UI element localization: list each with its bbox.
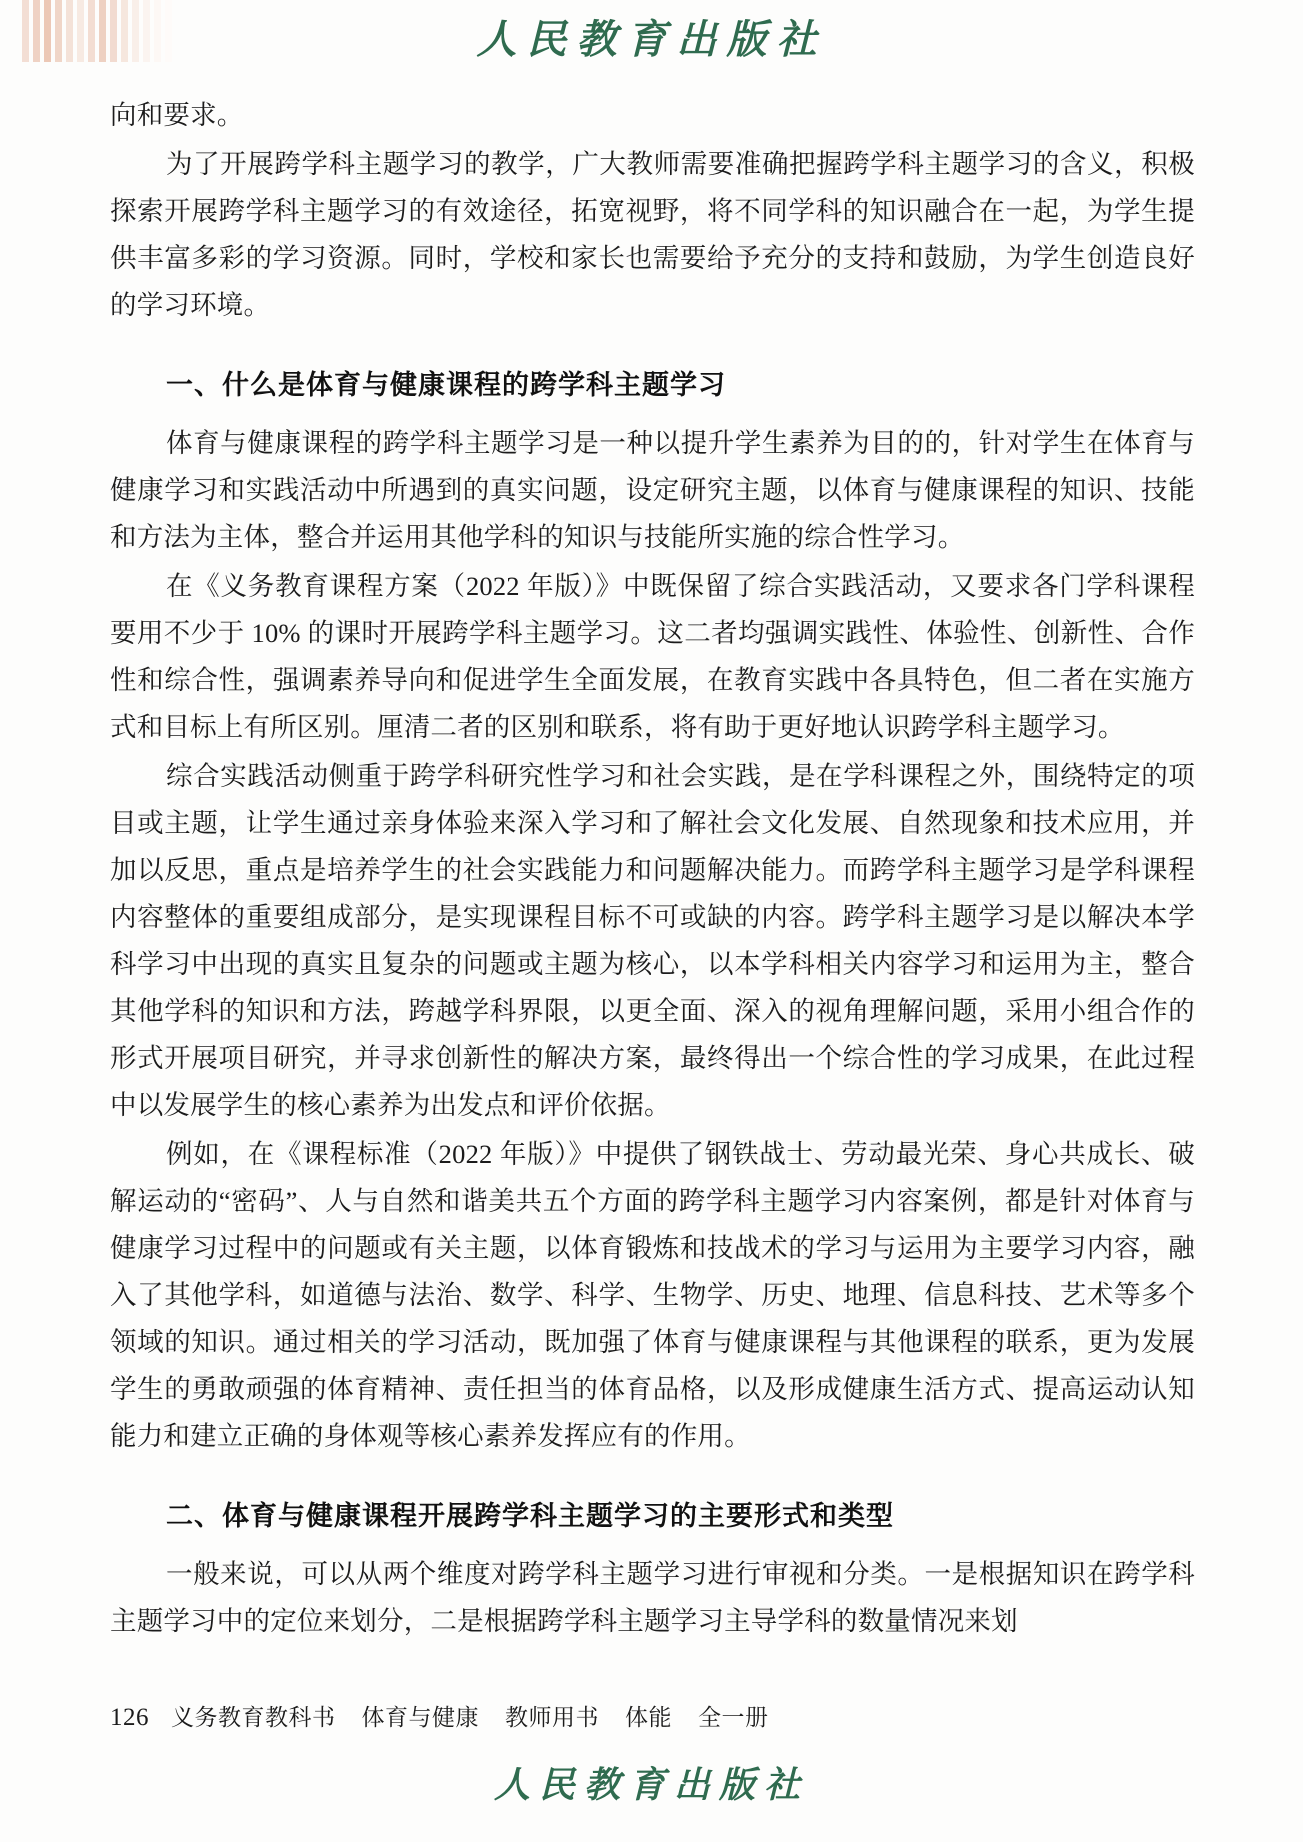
- publisher-logo-bottom: 人民教育出版社: [493, 1765, 809, 1805]
- paragraph-5: 例如，在《课程标准（2022 年版）》中提供了钢铁战士、劳动最光荣、身心共成长、破解运动的“密码”、人与自然和谐美共五个方面的跨学科主题学习内容案例，都是针对体育与健康学习过程中的问题或有关主题，以体育锻炼和技战术的学习与运用为主要学习内容，融入了其他学科，如道德与法治、数学、科学、生物学、历史、地理、信息科技、艺术等多个领域的知识。通过相关的学习活动，既加强了体育与健康课程与其他课程的联系，更为发展学生的勇敢顽强的体育精神、责任担当的体育品格，以及形成健康生活方式、提高运动认知能力和建立正确的身体观等核心素养发挥应有的作用。: [110, 1139, 1195, 1451]
- paragraph-continuation: 向和要求。: [110, 100, 244, 130]
- section-heading-1: 一、什么是体育与健康课程的跨学科主题学习: [166, 370, 726, 400]
- section-heading-2: 二、体育与健康课程开展跨学科主题学习的主要形式和类型: [166, 1501, 894, 1531]
- page-number: 126: [110, 1704, 149, 1731]
- footer-crumb-1: 义务教育教科书: [171, 1705, 336, 1730]
- footer-crumb-3: 教师用书: [505, 1705, 599, 1730]
- page-footer: [110, 1699, 795, 1732]
- publisher-logo-top: 人民教育出版社: [476, 17, 827, 62]
- paragraph-1: 为了开展跨学科主题学习的教学，广大教师需要准确把握跨学科主题学习的含义，积极探索开展跨学科主题学习的有效途径，拓宽视野，将不同学科的知识融合在一起，为学生提供丰富多彩的学习资源。同时，学校和家长也需要给予充分的支持和鼓励，为学生创造良好的学习环境。: [110, 149, 1195, 320]
- footer-crumb-2: 体育与健康: [361, 1705, 479, 1730]
- page-content: [110, 92, 1195, 1647]
- paragraph-3: 在《义务教育课程方案（2022 年版）》中既保留了综合实践活动，又要求各门学科课程要用不少于 10% 的课时开展跨学科主题学习。这二者均强调实践性、体验性、创新性、合作性和综合性，强调素养导向和促进学生全面发展，在教育实践中各具特色，但二者在实施方式和目标上有所区别。厘清二者的区别和联系，将有助于更好地认识跨学科主题学习。: [110, 571, 1195, 742]
- paragraph-2: 体育与健康课程的跨学科主题学习是一种以提升学生素养为目的的，针对学生在体育与健康学习和实践活动中所遇到的真实问题，设定研究主题，以体育与健康课程的知识、技能和方法为主体，整合并运用其他学科的知识与技能所实施的综合性学习。: [110, 428, 1195, 552]
- paragraph-6: 一般来说，可以从两个维度对跨学科主题学习进行审视和分类。一是根据知识在跨学科主题学习中的定位来划分，二是根据跨学科主题学习主导学科的数量情况来划: [110, 1559, 1195, 1636]
- paragraph-4: 综合实践活动侧重于跨学科研究性学习和社会实践，是在学科课程之外，围绕特定的项目或主题，让学生通过亲身体验来深入学习和了解社会文化发展、自然现象和技术应用，并加以反思，重点是培养学生的社会实践能力和问题解决能力。而跨学科主题学习是学科课程内容整体的重要组成部分，是实现课程目标不可或缺的内容。跨学科主题学习是以解决本学科学习中出现的真实且复杂的问题或主题为核心，以本学科相关内容学习和运用为主，整合其他学科的知识和方法，跨越学科界限，以更全面、深入的视角理解问题，采用小组合作的形式开展项目研究，并寻求创新性的解决方案，最终得出一个综合性的学习成果，在此过程中以发展学生的核心素养为出发点和评价依据。: [110, 761, 1195, 1120]
- footer-crumb-4: 体能: [625, 1705, 672, 1730]
- footer-crumb-5: 全一册: [698, 1705, 769, 1730]
